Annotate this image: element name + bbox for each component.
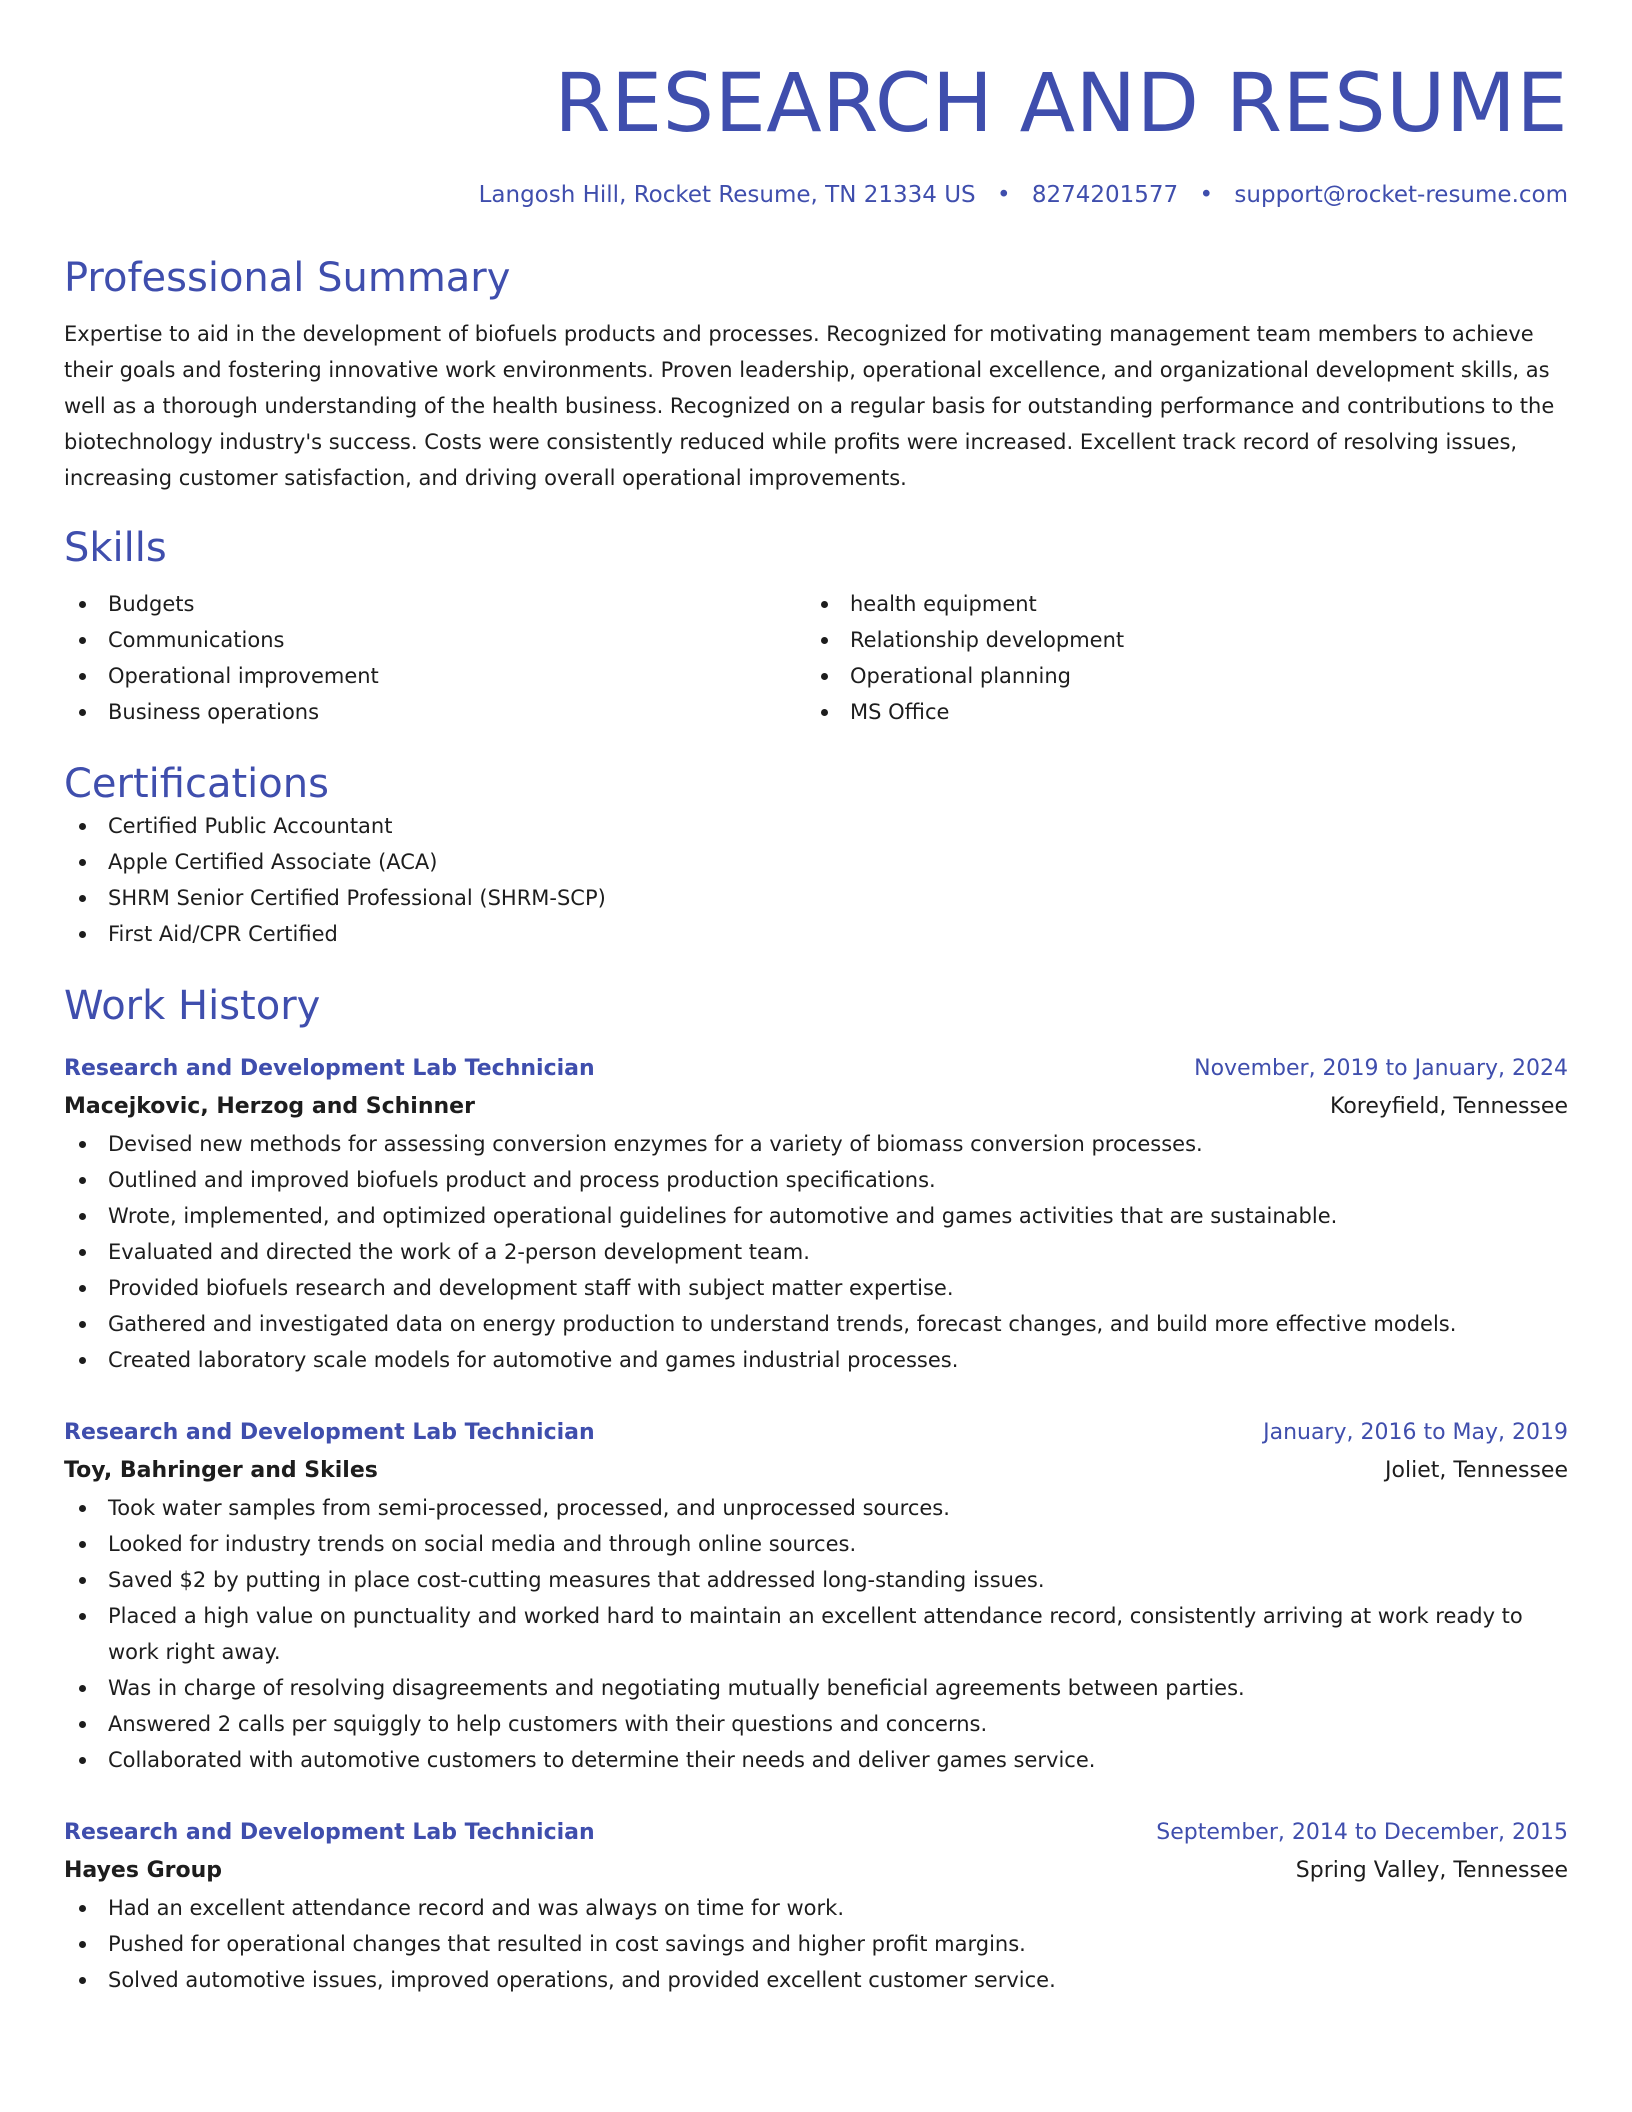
bullet-dot [79, 673, 86, 680]
skill-label: Business operations [108, 700, 320, 724]
responsibility-item [64, 1926, 1568, 1962]
bullet-dot [821, 601, 828, 608]
bullet-dot [79, 637, 86, 644]
bullet-dot [79, 859, 86, 866]
skill-item [806, 586, 1548, 622]
responsibility-item [64, 1890, 1568, 1926]
responsibility-text: Provided biofuels research and development staff with subject matter expertise. [108, 1276, 954, 1300]
responsibility-item [64, 1962, 1568, 1998]
summary-text: Expertise to aid in the development of biofuels products and processes. Recognized for motivating management team members to achieve their goals and fostering innovative work environments. Proven leadership, operational excellence, and organizational development skills, as well as a thorough understanding of the health business. Recognized on a regular basis for outstanding performance and contributions to the biotechnology industry's success. Costs were consistently reduced while profits were increased. Excellent track record of resolving issues, increasing customer satisfaction, and driving overall operational improvements. [64, 322, 1555, 490]
skills-column-left [64, 586, 806, 730]
bullet-dot [79, 1213, 86, 1220]
bullet-dot [79, 895, 86, 902]
job-location: Koreyfield, Tennessee [1329, 1094, 1568, 1119]
job-responsibilities [64, 1126, 1568, 1378]
certification-label: Certified Public Accountant [108, 814, 393, 838]
responsibility-text: Collaborated with automotive customers to determine their needs and deliver games service. [108, 1748, 1096, 1772]
bullet-dot [79, 1249, 86, 1256]
certifications-list [64, 808, 1568, 952]
job-entry [64, 1414, 1568, 1778]
bullet-dot [79, 1285, 86, 1292]
bullet-dot [79, 1577, 86, 1584]
skill-item [806, 694, 1548, 730]
responsibility-text: Evaluated and directed the work of a 2-person development team. [108, 1240, 810, 1264]
certification-label: First Aid/CPR Certified [108, 922, 338, 946]
resume-page [64, 0, 1568, 1998]
bullet-dot [821, 637, 828, 644]
contact-separator: • [1199, 182, 1214, 208]
skill-label: Communications [108, 628, 285, 652]
job-company: Hayes Group [64, 1858, 223, 1883]
responsibility-text: Had an excellent attendance record and was always on time for work. [108, 1896, 845, 1920]
skill-item [64, 622, 806, 658]
bullet-dot [79, 931, 86, 938]
certification-item [64, 880, 1568, 916]
skills-list-right [806, 586, 1548, 730]
responsibility-item [64, 1126, 1568, 1162]
email-address: support@rocket-resume.com [1234, 182, 1568, 208]
bullet-dot [79, 1541, 86, 1548]
responsibility-text: Outlined and improved biofuels product and process production specifications. [108, 1168, 936, 1192]
skill-item [64, 586, 806, 622]
responsibility-item [64, 1706, 1568, 1742]
skills-heading: Skills [64, 525, 167, 571]
job-title: Research and Development Lab Technician [64, 1420, 595, 1445]
bullet-dot [79, 823, 86, 830]
bullet-dot [79, 1905, 86, 1912]
responsibility-item [64, 1270, 1568, 1306]
address: Langosh Hill, Rocket Resume, TN 21334 US [478, 182, 976, 208]
job-subheader-row [64, 1088, 1568, 1126]
job-company: Toy, Bahringer and Skiles [64, 1458, 378, 1483]
skill-label: Operational planning [850, 664, 1072, 688]
contact-separator: • [996, 182, 1011, 208]
bullet-dot [79, 1141, 86, 1148]
job-dates: January, 2016 to May, 2019 [1263, 1420, 1568, 1445]
bullet-dot [79, 709, 86, 716]
bullet-dot [79, 1721, 86, 1728]
responsibility-item [64, 1670, 1568, 1706]
responsibility-item [64, 1490, 1568, 1526]
responsibility-item [64, 1198, 1568, 1234]
certification-item [64, 808, 1568, 844]
bullet-dot [79, 1357, 86, 1364]
bullet-dot [79, 1685, 86, 1692]
job-title: Research and Development Lab Technician [64, 1056, 595, 1081]
job-header-row [64, 1050, 1568, 1088]
certifications-heading: Certifications [64, 761, 329, 807]
candidate-name: RESEARCH AND RESUME [554, 57, 1568, 151]
bullet-dot [821, 709, 828, 716]
job-responsibilities [64, 1890, 1568, 1998]
bullet-dot [79, 1177, 86, 1184]
responsibility-text: Was in charge of resolving disagreements and negotiating mutually beneficial agreements between parties. [108, 1676, 1245, 1700]
job-responsibilities [64, 1490, 1568, 1778]
job-subheader-row [64, 1452, 1568, 1490]
skill-label: Relationship development [850, 628, 1125, 652]
certification-label: SHRM Senior Certified Professional (SHRM-SCP) [108, 886, 606, 910]
job-title: Research and Development Lab Technician [64, 1820, 595, 1845]
phone-number: 8274201577 [1031, 182, 1179, 208]
job-company: Macejkovic, Herzog and Schinner [64, 1094, 475, 1119]
bullet-dot [79, 1941, 86, 1948]
skills-grid [64, 586, 1568, 730]
bullet-dot [79, 1505, 86, 1512]
job-header-row [64, 1814, 1568, 1852]
responsibility-item [64, 1342, 1568, 1378]
responsibility-item [64, 1162, 1568, 1198]
bullet-dot [821, 673, 828, 680]
responsibility-item [64, 1562, 1568, 1598]
job-dates: September, 2014 to December, 2015 [1156, 1820, 1568, 1845]
job-location: Spring Valley, Tennessee [1295, 1858, 1568, 1883]
skill-item [806, 622, 1548, 658]
bullet-dot [79, 1613, 86, 1620]
responsibility-item [64, 1598, 1568, 1670]
skill-label: Operational improvement [108, 664, 379, 688]
responsibility-item [64, 1742, 1568, 1778]
skill-item [806, 658, 1548, 694]
job-entry [64, 1050, 1568, 1378]
skills-column-right [806, 586, 1548, 730]
responsibility-item [64, 1526, 1568, 1562]
responsibility-text: Pushed for operational changes that resulted in cost savings and higher profit margins. [108, 1932, 1026, 1956]
responsibility-text: Gathered and investigated data on energy production to understand trends, forecast changes, and build more effective models. [108, 1312, 1457, 1336]
responsibility-text: Answered 2 calls per squiggly to help customers with their questions and concerns. [108, 1712, 988, 1736]
responsibility-text: Created laboratory scale models for automotive and games industrial processes. [108, 1348, 959, 1372]
job-subheader-row [64, 1852, 1568, 1890]
skill-item [64, 658, 806, 694]
bullet-dot [79, 601, 86, 608]
job-header-row [64, 1414, 1568, 1452]
responsibility-text: Devised new methods for assessing conversion enzymes for a variety of biomass conversion processes. [108, 1132, 1203, 1156]
job-location: Joliet, Tennessee [1385, 1458, 1568, 1483]
contact-line [64, 180, 1568, 210]
responsibility-item [64, 1306, 1568, 1342]
skill-label: MS Office [850, 700, 950, 724]
responsibility-text: Placed a high value on punctuality and worked hard to maintain an excellent attendance record, consistently arriving at work ready to work right away. [108, 1604, 1523, 1664]
responsibility-item [64, 1234, 1568, 1270]
work-history-heading: Work History [64, 983, 321, 1029]
summary-heading: Professional Summary [64, 255, 511, 301]
certification-item [64, 916, 1568, 952]
bullet-dot [79, 1757, 86, 1764]
responsibility-text: Wrote, implemented, and optimized operational guidelines for automotive and games activities that are sustainable. [108, 1204, 1338, 1228]
skills-list-left [64, 586, 806, 730]
certification-label: Apple Certified Associate (ACA) [108, 850, 438, 874]
bullet-dot [79, 1977, 86, 1984]
skill-label: Budgets [108, 592, 195, 616]
skill-label: health equipment [850, 592, 1037, 616]
responsibility-text: Saved $2 by putting in place cost-cutting measures that addressed long-standing issues. [108, 1568, 1045, 1592]
bullet-dot [79, 1321, 86, 1328]
responsibility-text: Solved automotive issues, improved operations, and provided excellent customer service. [108, 1968, 1056, 1992]
certification-item [64, 844, 1568, 880]
skill-item [64, 694, 806, 730]
responsibility-text: Looked for industry trends on social media and through online sources. [108, 1532, 857, 1556]
job-entry [64, 1814, 1568, 1998]
job-dates: November, 2019 to January, 2024 [1194, 1056, 1568, 1081]
responsibility-text: Took water samples from semi-processed, processed, and unprocessed sources. [108, 1496, 950, 1520]
